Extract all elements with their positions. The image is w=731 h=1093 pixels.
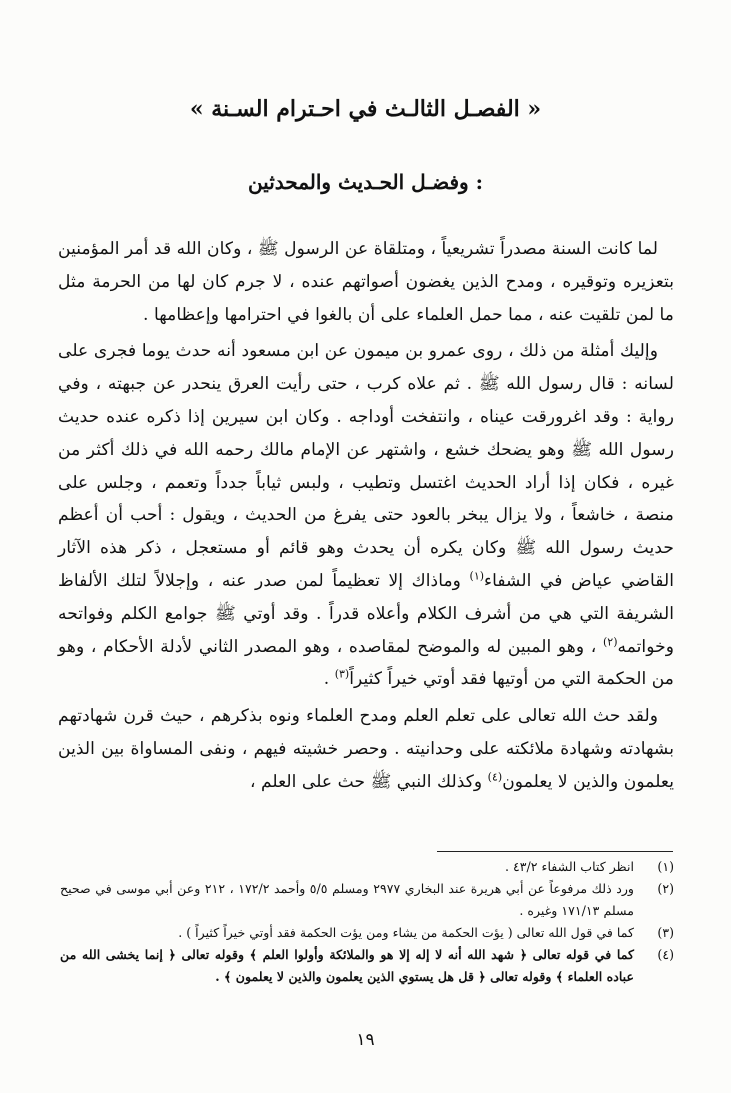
footnote-ref-3: (٣) bbox=[334, 667, 350, 681]
footnote-ref-1: (١) bbox=[469, 569, 485, 583]
paragraph-1 bbox=[58, 233, 674, 331]
footnote-number: (٤) bbox=[657, 947, 674, 962]
footnote-number: (١) bbox=[657, 859, 674, 874]
paragraph-3 bbox=[58, 700, 674, 798]
page-number: ١٩ bbox=[356, 1030, 375, 1050]
footnote-number: (٢) bbox=[657, 881, 674, 896]
footnote-ref-2: (٢) bbox=[602, 634, 618, 648]
paragraph-2-text-a: وإليك أمثلة من ذلك ، روى عمرو بن ميمون عن ابن مسعود أنه حدث يوما فجرى على لسانه : قال رسول الله ﷺ . ثم علاه كرب ، حتى رأيت العرق ينحدر عن جبهته ، وفي رواية : وقد اغرورقت عيناه ، وانتفخت أوداجه . وكان ابن سيرين إذا ذكره عنده حديث رسول الله ﷺ وهو يضحك خشع ، واشتهر عن الإمام مالك رحمه الله في ذلك أكثر من غيره ، فكان إذا أراد الحديث اغتسل وتطيب ، ولبس ثياباً جدداً وتعمم ، وجلس على منصة ، خاشعاً ، ولا يزال يبخر بالعود حتى يفرغ من الحديث ، ويقول : أحب أن أعظم حديث رسول الله ﷺ وكان يكره أن يحدث وهو قائم أو مستعجل ، ذكر هذه الآثار القاضي عياض في الشفاء bbox=[58, 341, 674, 591]
footnote-divider bbox=[437, 851, 673, 852]
paragraph-2-text-d: . bbox=[323, 669, 335, 690]
paragraph-3-text-a: ولقد حث الله تعالى على تعلم العلم ومدح العلماء ونوه بذكرهم ، حيث قرن شهادتهم بشهادته وشهادة ملائكته على وحدانيته . وحصر خشيته فيهم ، ونفى المساواة بين الذين يعلمون والذين لا يعلمون bbox=[58, 706, 674, 792]
paragraph-1-text: لما كانت السنة مصدراً تشريعياً ، ومتلقاة عن الرسول ﷺ ، وكان الله قد أمر المؤمنين بتعزيره وتوقيره ، ومدح الذين يغضون أصواتهم عنده ، لا جرم كان لها من الحرمة مثل ما لمن تلقيت عنه ، مما حمل العلماء على أن بالغوا في احترامها وإعظامها . bbox=[58, 239, 674, 325]
footnote-1 bbox=[60, 856, 674, 878]
chapter-title: « الفصـل الثالـث في احـترام السـنة » bbox=[189, 96, 542, 122]
footnote-3 bbox=[60, 922, 674, 944]
footnote-text: كما في قول الله تعالى ( يؤت الحكمة من يشاء ومن يؤت الحكمة فقد أوتي خيراً كثيراً ) . bbox=[178, 925, 634, 940]
footnote-text: كما في قوله تعالى ﴿ شهد الله أنه لا إله إلا هو والملائكة وأولوا العلم ﴾ وقوله تعالى ﴿ إنما يخشى الله من عباده العلماء ﴾ وقوله تعالى ﴿ قل هل يستوي الذين يعلمون والذين لا يعلمون ﴾ . bbox=[60, 947, 634, 984]
footnote-ref-4: (٤) bbox=[487, 770, 503, 784]
paragraph-2-text-b: وماذاك إلا تعظيماً لمن صدر عنه ، وإجلالاً لتلك الألفاظ الشريفة التي هي من أشرف الكلام وأعلاه قدراً . وقد أوتي ﷺ جوامع الكلم وفواتحه وخواتمه bbox=[58, 570, 674, 657]
body-text bbox=[58, 233, 674, 799]
footnote-2 bbox=[60, 878, 674, 922]
footnotes bbox=[60, 856, 674, 988]
footnote-text: انظر كتاب الشفاء ٤٣/٢ . bbox=[504, 859, 634, 874]
paragraph-3-text-b: وكذلك النبي ﷺ حث على العلم ، bbox=[249, 771, 488, 792]
footnote-text: ورد ذلك مرفوعاً عن أبي هريرة عند البخاري ٢٩٧٧ ومسلم ٥/٥ وأحمد ١٧٢/٢ ، ٢١٢ وعن أبي موسى في صحيح مسلم ١٧١/١٣ وغيره . bbox=[60, 881, 634, 918]
paragraph-2 bbox=[58, 335, 674, 696]
footnote-4 bbox=[60, 944, 674, 988]
section-title: : وفضـل الحـديث والمحدثين bbox=[247, 170, 484, 194]
footnote-number: (٣) bbox=[657, 925, 674, 940]
paragraph-2-text-c: ، وهو المبين له والموضح لمقاصده ، وهو المصدر الثاني لأدلة الأحكام ، وهو من الحكمة التي من أوتيها فقد أوتي خيراً كثيراً bbox=[58, 636, 674, 690]
